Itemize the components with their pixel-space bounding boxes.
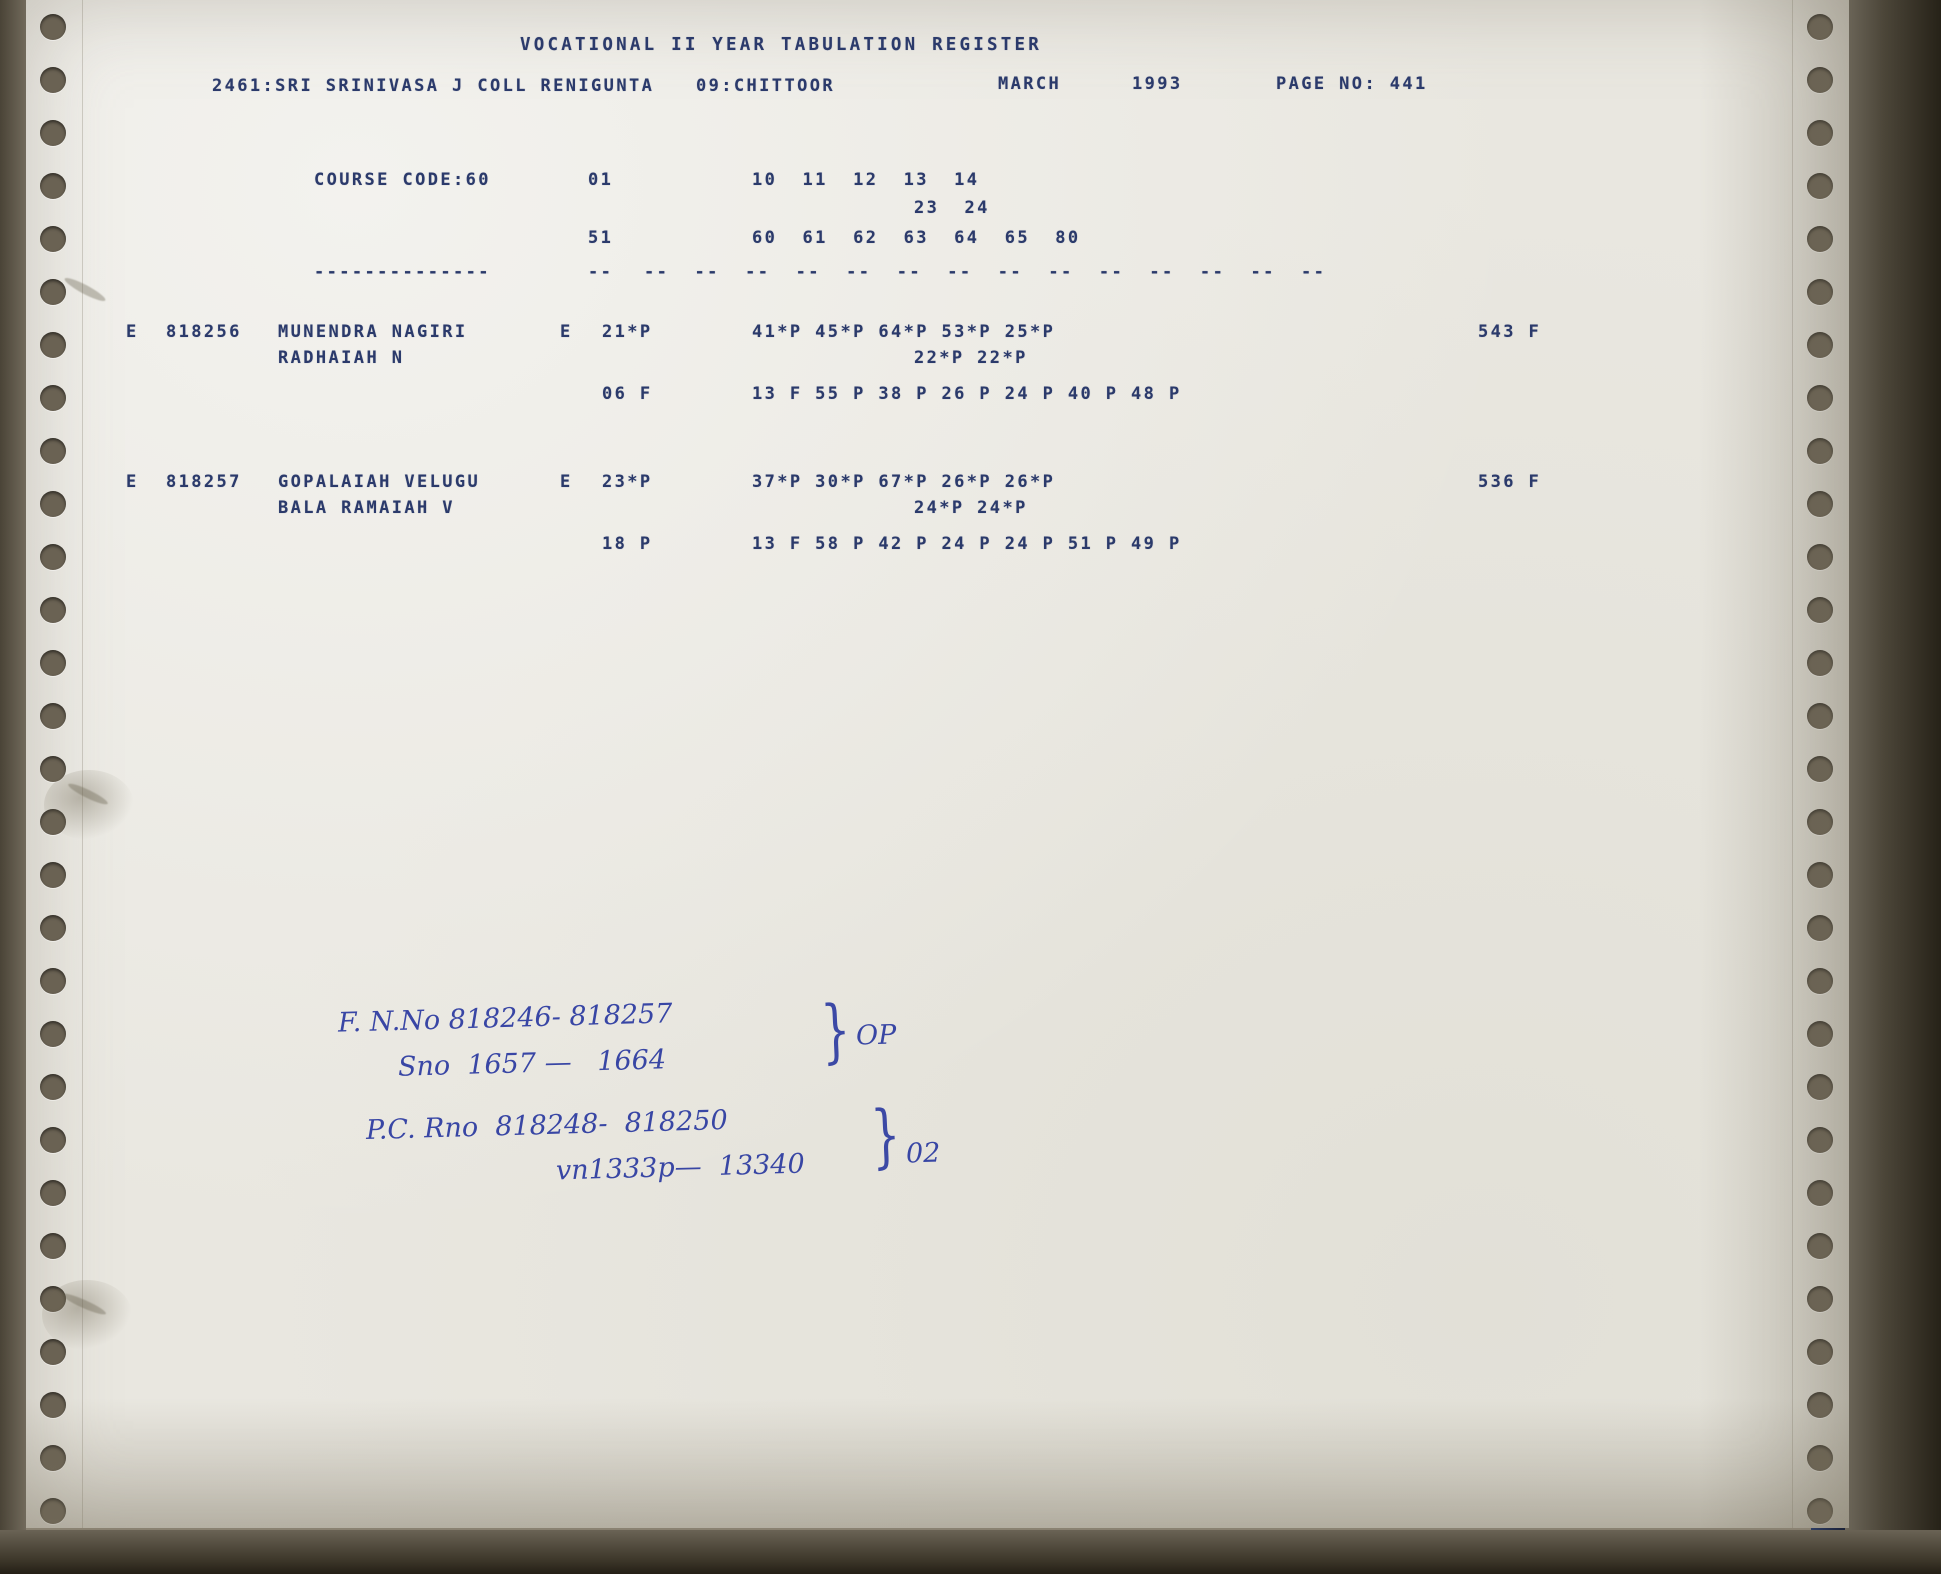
course-code-label: COURSE CODE:60 [314, 170, 491, 190]
student-father-name: BALA RAMAIAH V [278, 498, 455, 518]
subject-marks-row3: 13 F 55 P 38 P 26 P 24 P 40 P 48 P [752, 384, 1182, 404]
subject-marks-row1: 41*P 45*P 64*P 53*P 25*P [752, 322, 1056, 342]
subject-marks-row3: 13 F 58 P 42 P 24 P 24 P 51 P 49 P [752, 534, 1182, 554]
district-name: 09:CHITTOOR [696, 76, 835, 96]
second-language-mark: 18 P [602, 534, 653, 554]
student-roll-number: 818256 [166, 322, 242, 342]
student-father-name: RADHAIAH N [278, 348, 405, 368]
student-total-result: 543 F [1478, 322, 1542, 342]
handwritten-note-line4: vn1333p— 13340 [555, 1148, 806, 1187]
course-rule-dashes: -------------- [314, 262, 491, 282]
student-prefix: E [126, 472, 139, 492]
subject-marks-row2: 24*P 24*P [914, 498, 1028, 518]
handwritten-note-op: OP [855, 1019, 897, 1052]
language-prefix: E [560, 322, 573, 342]
student-total-result: 536 F [1478, 472, 1542, 492]
subject-col-second: 51 [588, 228, 614, 248]
handwritten-brace: } [869, 1093, 903, 1177]
student-roll-number: 818257 [166, 472, 242, 492]
page-number: PAGE NO: 441 [1276, 74, 1428, 94]
language-mark: 23*P [602, 472, 653, 492]
column-rules: -- -- -- -- -- -- -- -- -- -- -- -- -- -- [644, 262, 1327, 282]
handwritten-note-line3: P.C. Rno 818248- 818250 [365, 1104, 729, 1147]
subject-col-first: 01 [588, 170, 614, 190]
college-name: 2461:SRI SRINIVASA J COLL RENIGUNTA [212, 76, 655, 96]
exam-month: MARCH [998, 74, 1062, 94]
binder-bottom-edge [0, 1530, 1941, 1574]
student-name: MUNENDRA NAGIRI [278, 322, 468, 342]
language-prefix: E [560, 472, 573, 492]
report-title: VOCATIONAL II YEAR TABULATION REGISTER [520, 35, 1042, 55]
column-rule-first: -- [588, 262, 614, 282]
language-mark: 21*P [602, 322, 653, 342]
subject-marks-row1: 37*P 30*P 67*P 26*P 26*P [752, 472, 1056, 492]
subject-codes-row2: 23 24 [914, 198, 990, 218]
student-prefix: E [126, 322, 139, 342]
handwritten-note-02: 02 [905, 1137, 941, 1170]
printed-text-layer [26, 0, 1849, 1528]
exam-year: 1993 [1132, 74, 1183, 94]
binder-edge-right [1845, 0, 1941, 1574]
subject-codes-row1: 10 11 12 13 14 [752, 170, 980, 190]
subject-marks-row2: 22*P 22*P [914, 348, 1028, 368]
handwritten-note-line2: Sno 1657 — 1664 [397, 1044, 667, 1083]
handwritten-note-line1: F. N.No 818246- 818257 [337, 998, 673, 1039]
subject-codes-row3: 60 61 62 63 64 65 80 [752, 228, 1081, 248]
ledger-paper [26, 0, 1849, 1528]
handwritten-brace: } [819, 988, 853, 1072]
binder-edge-left [0, 0, 26, 1574]
student-name: GOPALAIAH VELUGU [278, 472, 481, 492]
second-language-mark: 06 F [602, 384, 653, 404]
